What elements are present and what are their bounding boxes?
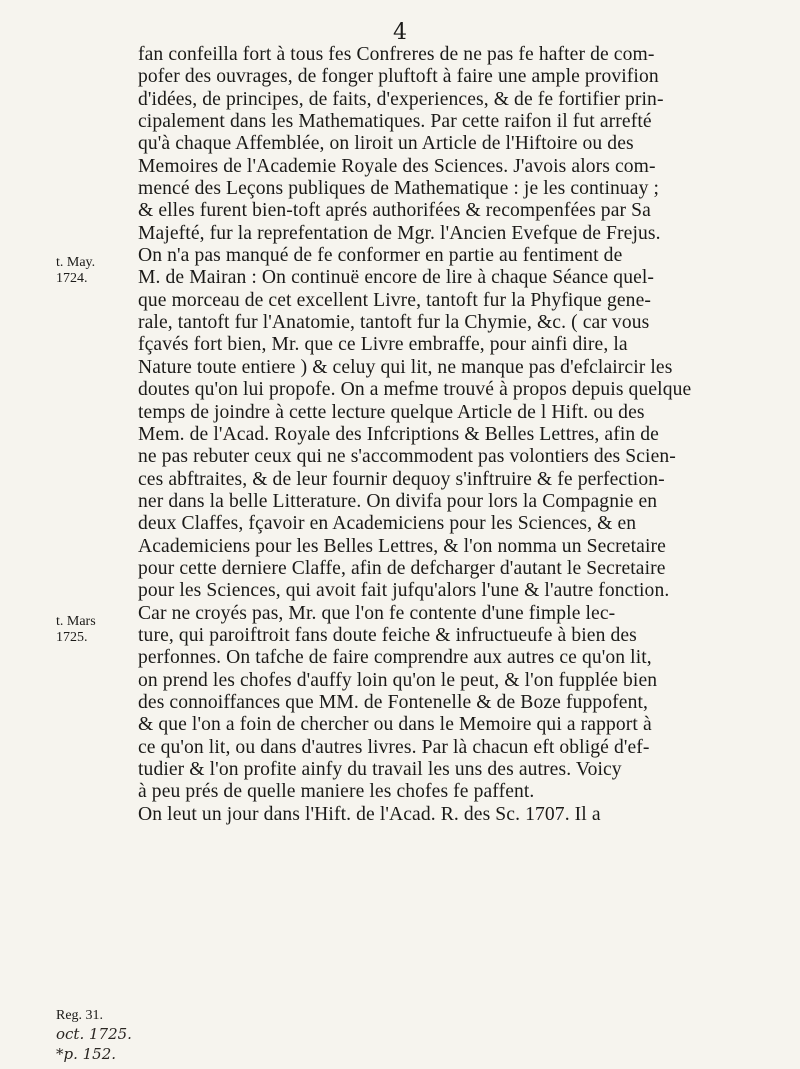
- text-line: on prend les chofes d'auffy loin qu'on le peut, & l'on fupplée bien: [138, 669, 658, 691]
- handwritten-date: oct. 1725.: [56, 1025, 132, 1043]
- text-line: Nature toute entiere ) & celuy qui lit, ne manque pas d'efclaircir les: [138, 356, 673, 378]
- text-line: des connoiffances que MM. de Fontenelle & de Boze fuppofent,: [138, 691, 649, 713]
- text-line: Academiciens pour les Belles Lettres, & l'on nomma un Secretaire: [138, 535, 666, 557]
- text-line: cipalement dans les Mathematiques. Par cette raifon il fut arrefté: [138, 111, 652, 133]
- text-line: mencé des Leçons publiques de Mathematique : je les continuay ;: [138, 178, 660, 200]
- text-line: à peu prés de quelle maniere les chofes fe paffent.: [138, 781, 535, 803]
- text-line: perfonnes. On tafche de faire comprendre aux autres ce qu'on lit,: [138, 647, 652, 669]
- text-line: d'idées, de principes, de faits, d'experiences, & de fe fortifier prin-: [138, 88, 664, 110]
- margin-note-line: 1725.: [56, 630, 88, 645]
- text-line: Memoires de l'Academie Royale des Sciences. J'avois alors com-: [138, 155, 656, 177]
- text-line: deux Claffes, fçavoir en Academiciens pour les Sciences, & en: [138, 513, 637, 535]
- main-text-block: [138, 44, 786, 826]
- text-line: ner dans la belle Litterature. On divifa pour lors la Compagnie en: [138, 490, 658, 512]
- text-line: doutes qu'on lui propofe. On a mefme trouvé à propos depuis quelque: [138, 379, 692, 401]
- margin-note-mars-1725: [56, 614, 136, 646]
- text-line: tudier & l'on profite ainfy du travail les uns des autres. Voicy: [138, 759, 622, 780]
- margin-note-line: t. May.: [56, 255, 96, 270]
- text-line: que morceau de cet excellent Livre, tantoft fur la Phyfique gene-: [138, 289, 651, 311]
- text-line: fçavés fort bien, Mr. que ce Livre embraffe, pour ainfi dire, la: [138, 334, 628, 356]
- text-line: ces abftraites, & de leur fournir dequoy s'inftruire & fe perfection-: [138, 468, 665, 490]
- text-line: qu'à chaque Affemblée, on liroit un Article de l'Hiftoire ou des: [138, 133, 634, 155]
- handwritten-page-ref: *p. 152.: [56, 1045, 117, 1063]
- text-line: & que l'on a foin de chercher ou dans le Memoire qui a rapport à: [138, 714, 652, 736]
- text-line: pofer des ouvrages, de fonger pluftoft à faire une ample provifion: [138, 66, 659, 88]
- text-line: temps de joindre à cette lecture quelque Article de l Hift. ou des: [138, 401, 645, 423]
- text-line: & elles furent bien-toft aprés authorifées & recompenfées par Sa: [138, 200, 651, 222]
- text-line: rale, tantoft fur l'Anatomie, tantoft fur la Chymie, &c. ( car vous: [138, 312, 650, 334]
- text-line: fan confeilla fort à tous fes Confreres de ne pas fe hafter de com-: [138, 44, 655, 65]
- text-line: On leut un jour dans l'Hift. de l'Acad. R. des Sc. 1707. Il a: [138, 803, 601, 825]
- text-line: pour les Sciences, qui avoit fait jufqu'alors l'une & l'autre fonction.: [138, 580, 670, 602]
- margin-note-line: t. Mars: [56, 614, 96, 629]
- text-line: ce qu'on lit, ou dans d'autres livres. Par là chacun eft obligé d'ef-: [138, 736, 650, 758]
- text-line: Majefté, fur la reprefentation de Mgr. l'Ancien Evefque de Frejus.: [138, 222, 661, 244]
- margin-note-line: 1724.: [56, 271, 88, 286]
- page-number: 4: [393, 20, 407, 45]
- text-line: pour cette derniere Claffe, afin de defcharger d'autant le Secretaire: [138, 557, 666, 579]
- text-line: M. de Mairan : On continuë encore de lire à chaque Séance quel-: [138, 267, 655, 289]
- text-line: ture, qui paroiftroit fans doute feiche & infructueufe à bien des: [138, 624, 637, 646]
- margin-note-may-1724: [56, 255, 136, 287]
- text-line: Mem. de l'Acad. Royale des Infcriptions & Belles Lettres, afin de: [138, 423, 659, 445]
- margin-note-reg: Reg. 31.: [56, 1008, 104, 1023]
- text-line: ne pas rebuter ceux qui ne s'accommodent pas volontiers des Scien-: [138, 446, 676, 468]
- text-line: Car ne croyés pas, Mr. que l'on fe contente d'une fimple lec-: [138, 602, 616, 624]
- text-line: On n'a pas manqué de fe conformer en partie au fentiment de: [138, 245, 623, 267]
